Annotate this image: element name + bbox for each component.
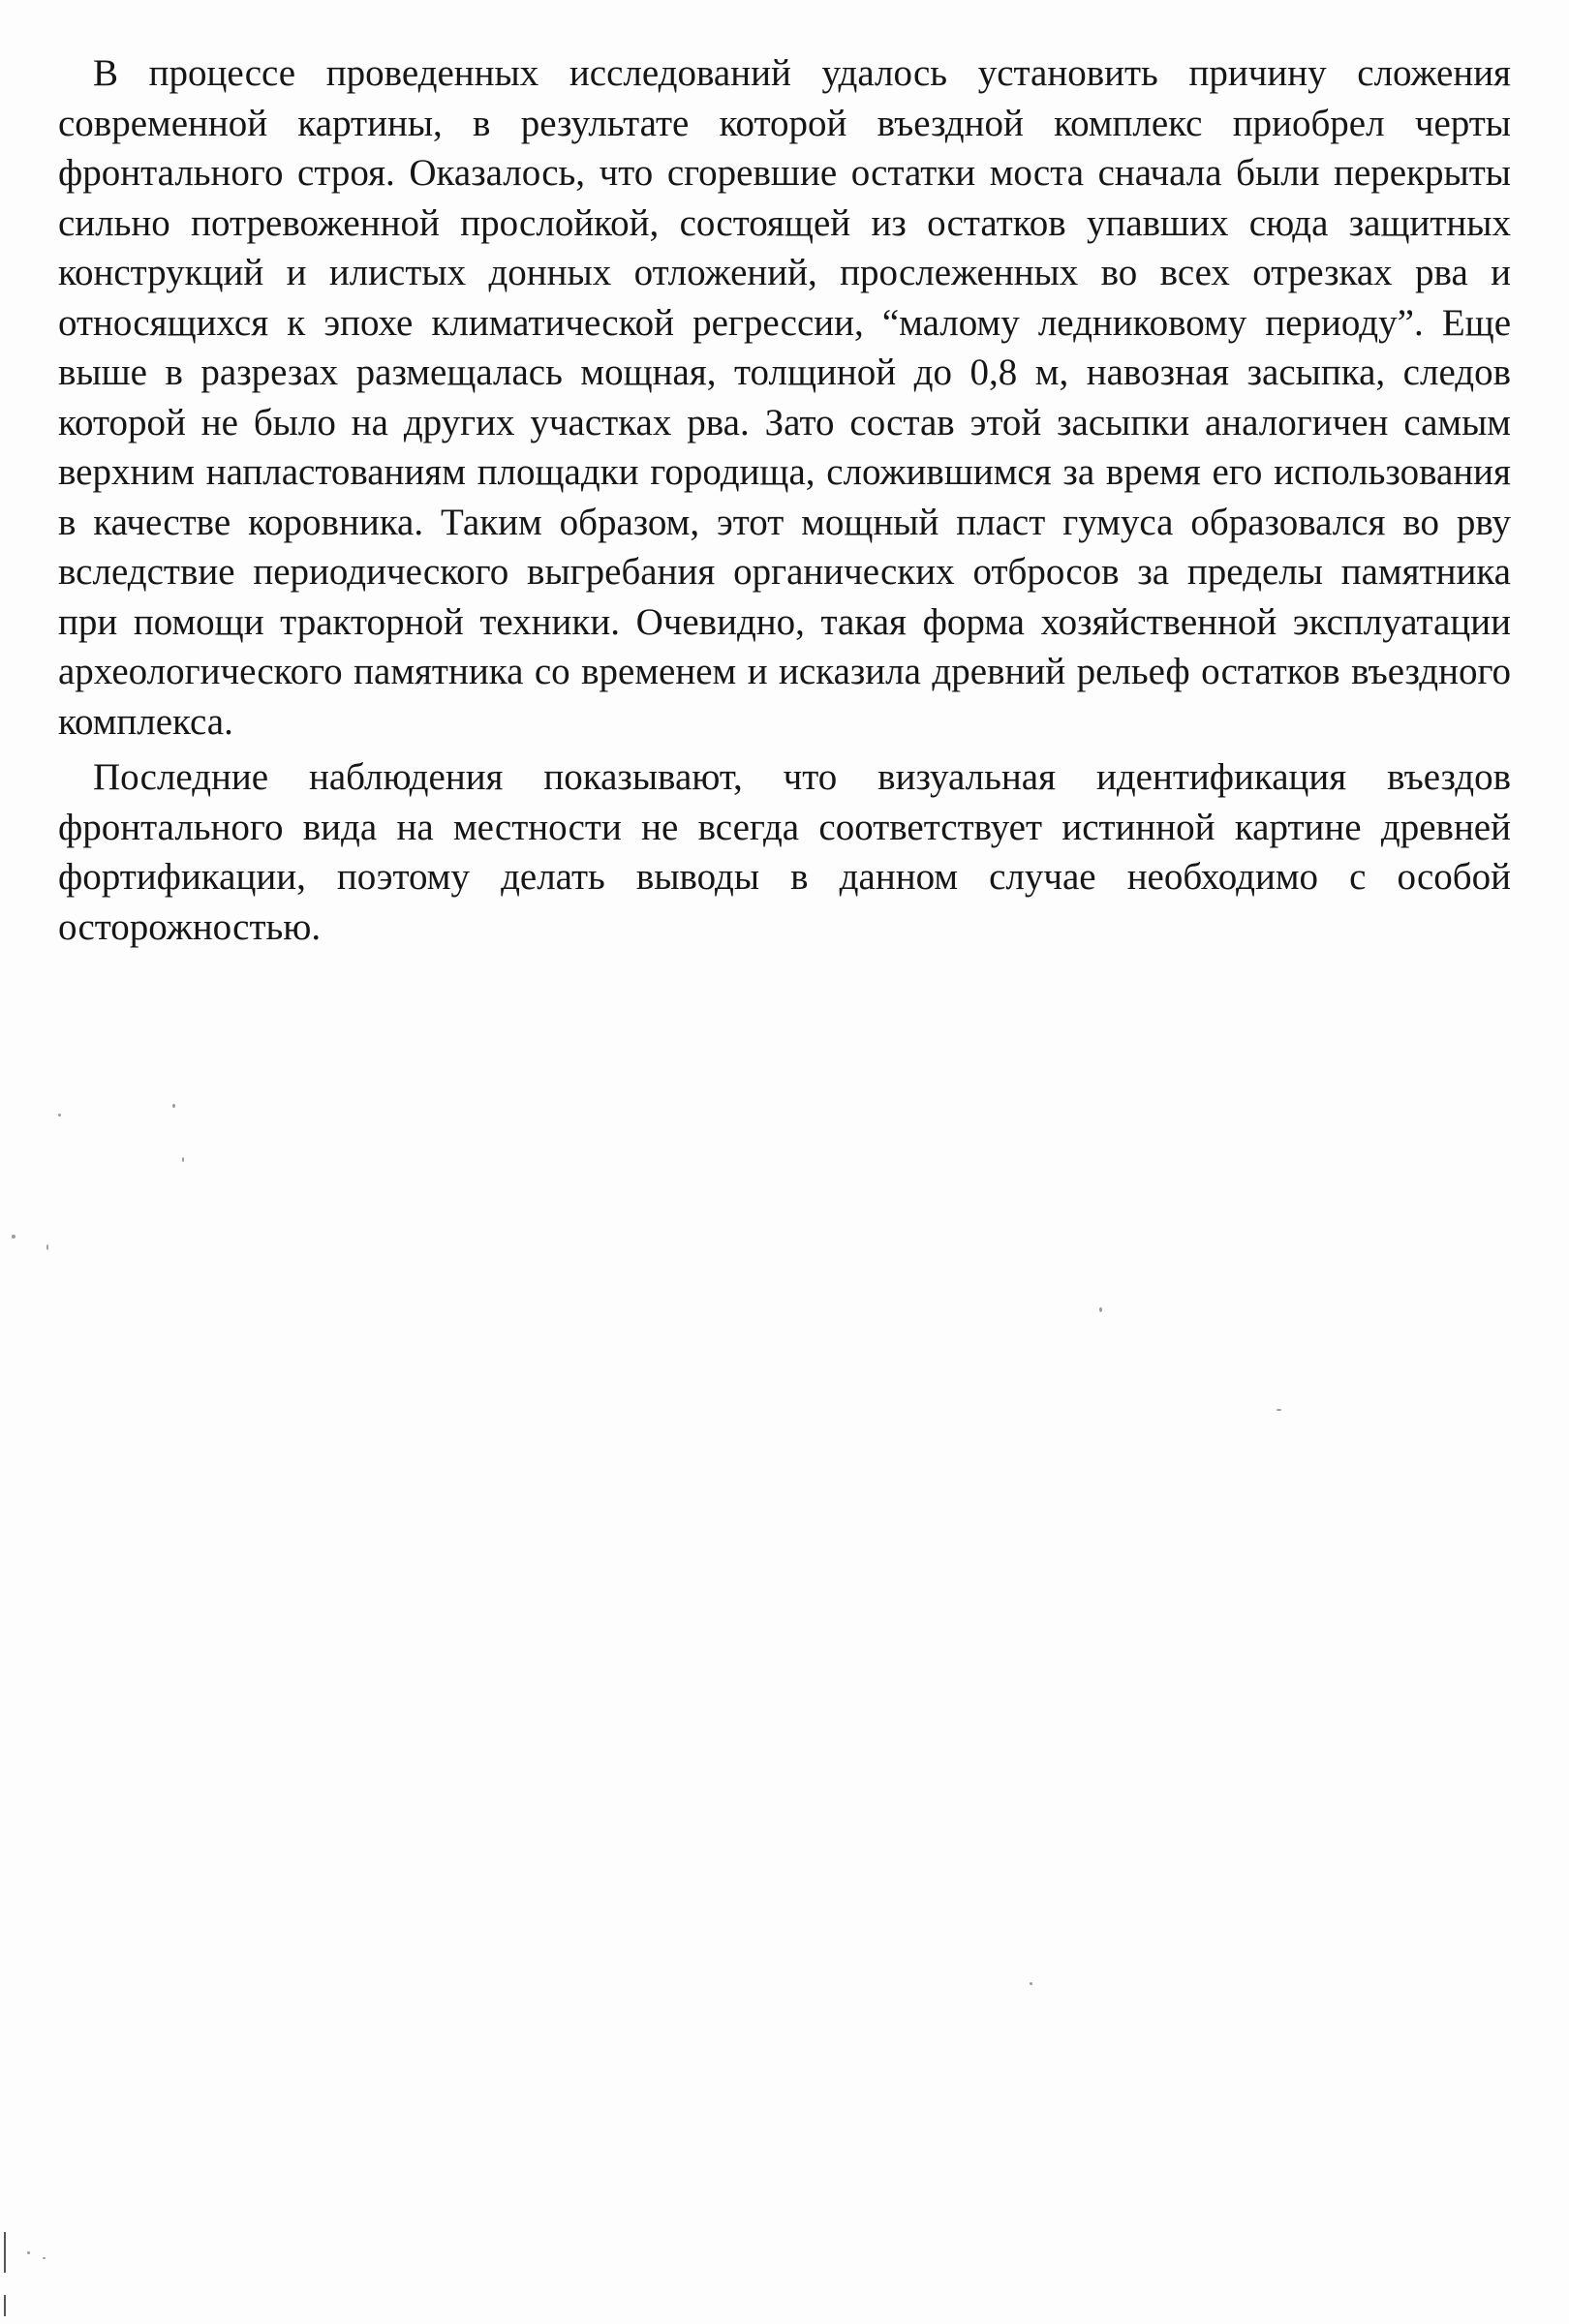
- scan-speck: [43, 2257, 46, 2259]
- scan-edge-mark: [4, 2232, 6, 2273]
- scan-speck: [1277, 1409, 1281, 1411]
- scan-speck: [58, 1114, 61, 1116]
- paragraph-2: Последние наблюдения показывают, что визуальная идентификация въездов фронтального вида на местности не всегда соответствует истинной картине древней фортификации, поэтому делать выводы в данном случае необходимо с особой осторожностью.: [58, 756, 1511, 948]
- scan-speck: [27, 2251, 30, 2254]
- scan-speck: [46, 1244, 48, 1250]
- scan-speck: [1099, 1307, 1102, 1312]
- scan-speck: [172, 1104, 175, 1108]
- paragraph-1: В процессе проведенных исследований удалось установить причину сложения современной картины, в результате которой въездной комплекс приобрел черты фронтального строя. Оказалось, что сгоревшие остатки моста сначала были перекрыты сильно потревоженной прослойкой, состоящей из остатков упавших сюда защитных конструкций и илистых донных отложений, прослеженных во всех отрезках рва и относящихся к эпохе климатической регрессии, “малому ледниковому периоду”. Еще выше в разрезах размещалась мощная, толщиной до 0,8 м, навозная засыпка, следов которой не было на других участках рва. Зато состав этой засыпки аналогичен самым верхним напластованиям площадки городища, сложившимся за время его использования в качестве коровника. Таким образом, этот мощный пласт гумуса образовался во рву вследствие периодического выгребания органических отбросов за пределы памятника при помощи тракторной техники. Очевидно, такая форма хозяйственной эксплуатации археологического памятника со временем и исказила древний рельеф остатков въездного комплекса.: [58, 52, 1511, 743]
- scan-edge-mark: [4, 2295, 6, 2316]
- scan-speck: [182, 1157, 184, 1162]
- body-text: [58, 48, 1511, 952]
- scan-speck: [12, 1235, 15, 1238]
- scan-speck: [1030, 1982, 1032, 1985]
